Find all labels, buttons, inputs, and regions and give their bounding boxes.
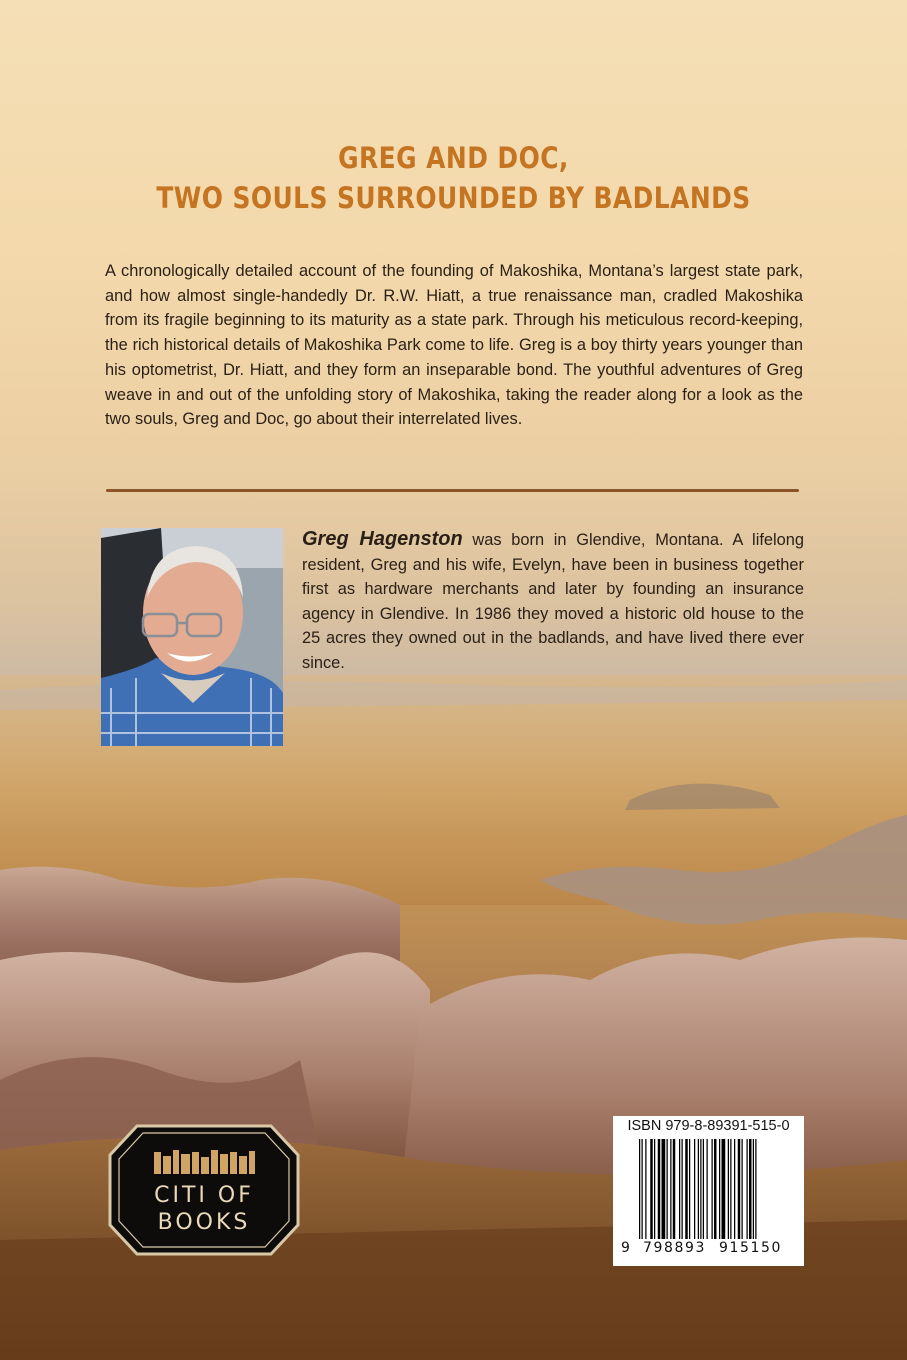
barcode-bar [714,1139,717,1239]
barcode-bar [755,1139,756,1239]
barcode-digits-group-2: 915150 [719,1240,783,1256]
isbn-label: ISBN 979-8-89391-515-0 [627,1118,790,1134]
barcode-bar [662,1139,666,1239]
barcode-bar [642,1139,643,1239]
barcode-bar [728,1139,729,1239]
barcode-bar [679,1139,680,1239]
barcode-bar [738,1139,741,1239]
title-line-1: GREG AND DOC, [338,141,569,175]
barcode-bar [650,1139,653,1239]
barcode-bars [637,1139,794,1239]
barcode-bar [707,1139,708,1239]
barcode-bar [658,1139,661,1239]
barcode-bar [703,1139,704,1239]
barcode-bar [694,1139,695,1239]
barcode-bar [749,1139,752,1239]
author-name: Greg Hagenston [302,528,463,550]
barcode-bar [734,1139,735,1239]
publisher-logo [107,1123,301,1257]
barcode-bar [685,1139,688,1239]
author-photo [101,528,283,746]
barcode-bar [689,1139,690,1239]
barcode-bar [670,1139,671,1239]
barcode-bar [747,1139,748,1239]
barcode-digits-group-1: 798893 [643,1240,707,1256]
divider-rule [106,489,799,492]
barcode-bar [698,1139,699,1239]
barcode-bar [645,1139,646,1239]
barcode-bar [667,1139,668,1239]
barcode-bar [682,1139,683,1239]
isbn-barcode [613,1116,804,1266]
barcode-bar [719,1139,720,1239]
barcode-bar [730,1139,731,1239]
publisher-name-line-1: CITI OF [154,1183,254,1208]
book-blurb: A chronologically detailed account of the founding of Makoshika, Montana’s largest state park, and how almost single-handedly Dr. R.W. Hiatt, a true renaissance man, cradled Makoshika from its fragile beginning to its maturity as a state park. Through his meticulous record-keeping, the rich historical details of Makoshika Park come to life. Greg is a boy thirty years younger than his optometrist, Dr. Hiatt, and they form an inseparable bond. The youthful adventures of Greg weave in and out of the unfolding story of Makoshika, taking the reader along for a look as the two souls, Greg and Doc, go about their interrelated lives. [105,262,803,429]
barcode-bar [712,1139,713,1239]
barcode-bar [654,1139,655,1239]
barcode-bar [673,1139,676,1239]
barcode-digit-lead: 9 [621,1240,630,1256]
book-title [63,138,843,218]
barcode-bar [742,1139,743,1239]
author-bio [302,527,804,675]
publisher-name-line-2: BOOKS [157,1210,251,1235]
barcode-bar [639,1139,640,1239]
barcode-bar [722,1139,726,1239]
barcode-bar [753,1139,754,1239]
title-line-2: TWO SOULS SURROUNDED BY BADLANDS [156,181,751,215]
barcode-bar [700,1139,701,1239]
author-bio-text: was born in Glendive, Montana. A lifelong resident, Greg and his wife, Evelyn, have been in business together first as hardware merchants and later by founding an insurance agency in Glendive. In 1986 they moved a historic old house to the 25 acres they owned out in the badlands, and have lived there ever since. [302,531,804,672]
